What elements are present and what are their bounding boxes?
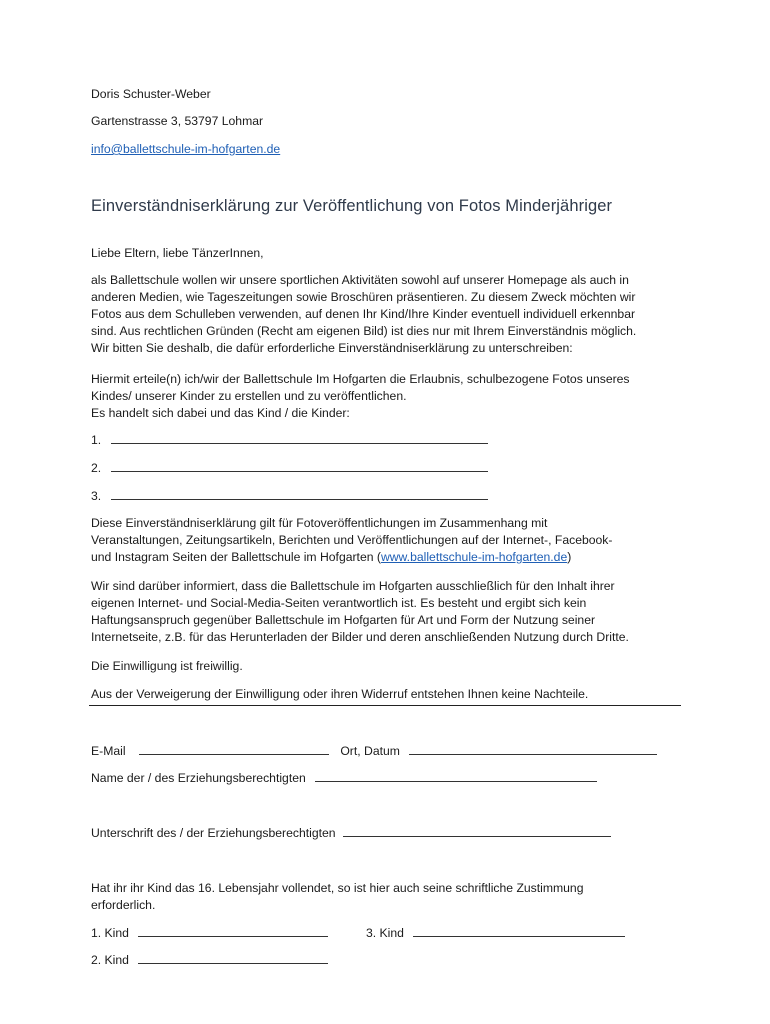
intro-line: anderen Medien, wie Tageszeitungen sowie Broschüren präsentieren. Zu diesem Zweck möchten wir [91, 290, 636, 304]
child2-signature-field[interactable] [138, 952, 328, 964]
child-entry-field[interactable] [111, 432, 488, 444]
child-entry-field[interactable] [111, 460, 488, 472]
section-divider [89, 705, 681, 706]
age-note-line: Hat ihr ihr Kind das 16. Lebensjahr vollendet, so ist hier auch seine schriftliche Zustimmung [91, 881, 584, 895]
scope-line [91, 549, 571, 566]
child2-label: 2. Kind [91, 953, 129, 967]
child3-signature-row [366, 925, 625, 942]
liability-line: Wir sind darüber informiert, dass die Ballettschule im Hofgarten ausschließlich für den Inhalt ihrer [91, 579, 615, 593]
scope-line: Veranstaltungen, Zeitungsartikeln, Berichten und Veröffentlichungen auf der Internet-, Facebook- [91, 533, 613, 547]
scope-line: Diese Einverständniserklärung gilt für Fotoveröffentlichungen im Zusammenhang mit [91, 516, 548, 530]
email-field[interactable] [139, 743, 329, 755]
permission-line: Es handelt sich dabei und das Kind / die Kinder: [91, 406, 350, 420]
child-entry-number: 3. [91, 489, 102, 503]
sender-email-link[interactable]: info@ballettschule-im-hofgarten.de [91, 142, 281, 156]
salutation: Liebe Eltern, liebe TänzerInnen, [91, 246, 264, 260]
liability-line: eigenen Internet- und Social-Media-Seiten verantwortlich ist. Es besteht und ergibt sich kein [91, 596, 587, 610]
intro-line: als Ballettschule wollen wir unsere sportlichen Aktivitäten sowohl auf unserer Homepage als auch in [91, 273, 629, 287]
child1-label: 1. Kind [91, 926, 129, 940]
liability-line: Haftungsanspruch gegenüber Ballettschule im Hofgarten für Art und Form der Nutzung seiner [91, 613, 596, 627]
guardian-name-row [91, 770, 597, 787]
permission-line: Hiermit erteile(n) ich/wir der Ballettschule Im Hofgarten die Erlaubnis, schulbezogene Fotos unseres [91, 372, 630, 386]
scope-text: ) [567, 550, 572, 564]
child-entry-row [91, 460, 488, 477]
intro-line: Wir bitten Sie deshalb, die dafür erforderliche Einverständniserklärung zu unterschreiben: [91, 341, 573, 355]
signature-label: Unterschrift des / der Erziehungsberechtigten [91, 826, 336, 840]
child1-signature-field[interactable] [138, 925, 328, 937]
child1-signature-row [91, 925, 328, 942]
intro-line: sind. Aus rechtlichen Gründen (Recht am eigenen Bild) ist dies nur mit Ihrem Einverständnis möglich. [91, 324, 637, 338]
website-link[interactable]: www.ballettschule-im-hofgarten.de [380, 550, 568, 564]
voluntary-statement: Die Einwilligung ist freiwillig. [91, 659, 243, 673]
child-entry-row [91, 488, 488, 505]
intro-line: Fotos aus dem Schulleben verwenden, auf denen Ihr Kind/Ihre Kinder eventuell individuell erkennbar [91, 307, 636, 321]
child2-signature-row [91, 952, 328, 969]
liability-line: Internetseite, z.B. für das Herunterladen der Bilder und deren anschließenden Nutzung durch Dritte. [91, 630, 629, 644]
child3-label: 3. Kind [366, 926, 404, 940]
guardian-name-label: Name der / des Erziehungsberechtigten [91, 771, 306, 785]
place-date-field[interactable] [409, 743, 657, 755]
child-entry-row [91, 432, 488, 449]
no-disadvantage-statement: Aus der Verweigerung der Einwilligung oder ihren Widerruf entstehen Ihnen keine Nachteile. [91, 687, 589, 701]
sender-address: Gartenstrasse 3, 53797 Lohmar [91, 114, 264, 128]
email-row [91, 743, 657, 760]
child-entry-field[interactable] [111, 488, 488, 500]
child3-signature-field[interactable] [413, 925, 625, 937]
child-entry-number: 1. [91, 433, 102, 447]
guardian-name-field[interactable] [315, 770, 597, 782]
signature-field[interactable] [343, 825, 611, 837]
document-title: Einverständniserklärung zur Veröffentlichung von Fotos Minderjähriger [91, 197, 613, 215]
permission-line: Kindes/ unserer Kinder zu erstellen und zu veröffentlichen. [91, 389, 407, 403]
place-date-label: Ort, Datum [340, 744, 400, 758]
sender-name: Doris Schuster-Weber [91, 87, 211, 101]
age-note-line: erforderlich. [91, 898, 156, 912]
child-entry-number: 2. [91, 461, 102, 475]
scope-text: und Instagram Seiten der Ballettschule im Hofgarten ( [91, 550, 381, 564]
email-label: E-Mail [91, 744, 126, 758]
signature-row [91, 825, 611, 842]
